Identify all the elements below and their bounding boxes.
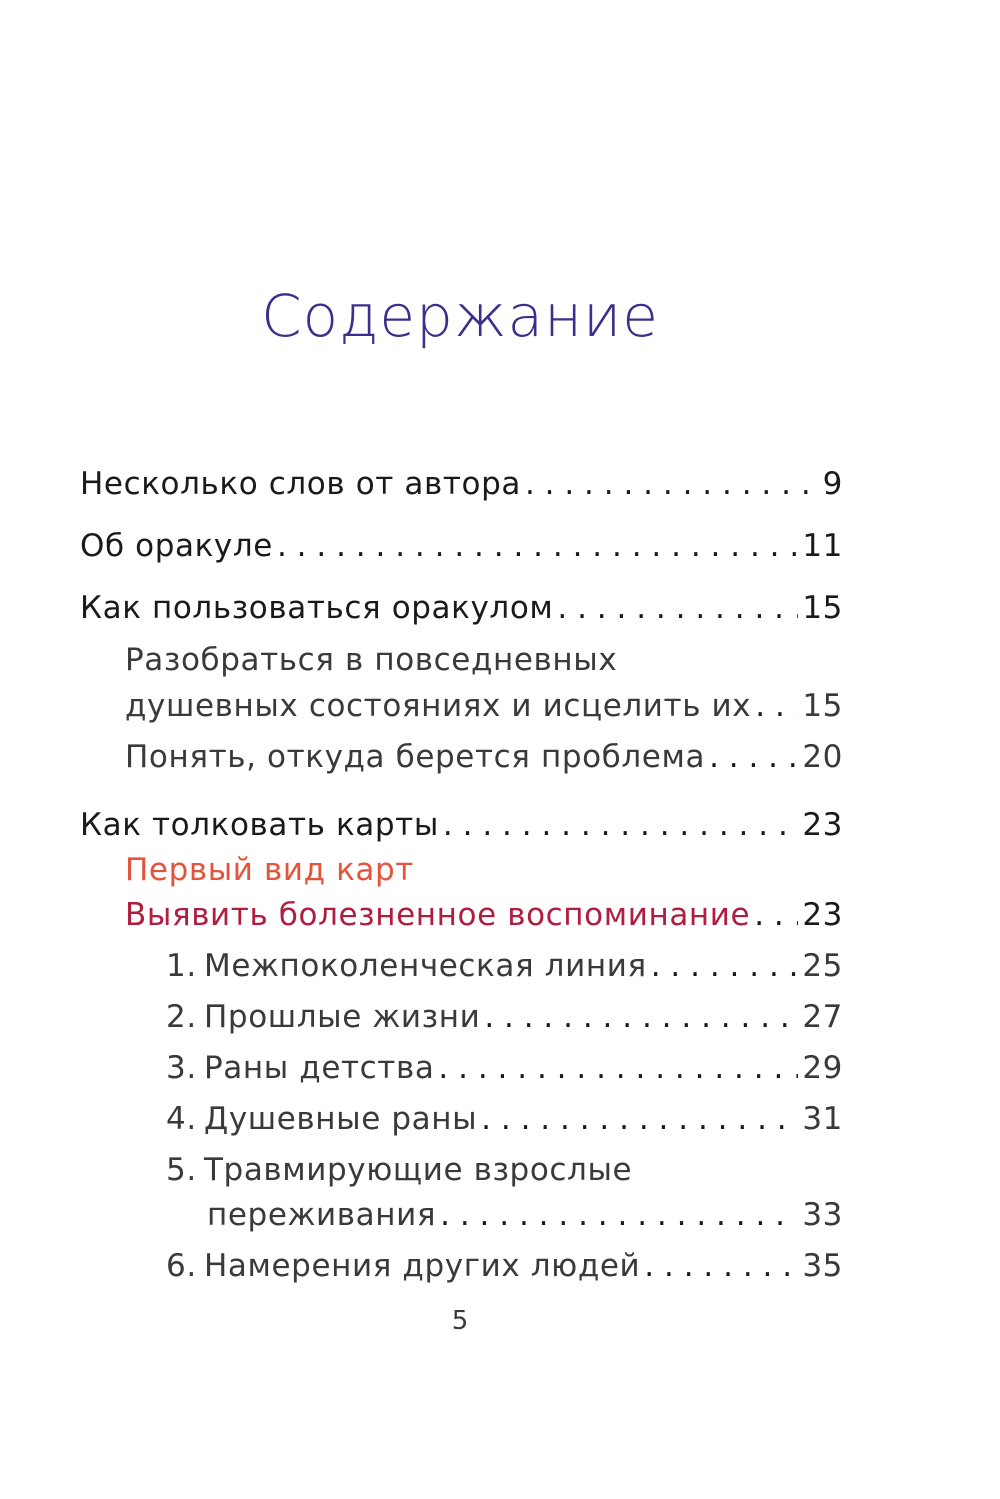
- toc-entry-label-group: [166, 1046, 434, 1090]
- toc-entry-how-to-use[interactable]: [80, 586, 843, 630]
- toc-entry-label: душевных состояниях и исцелить их: [125, 688, 752, 724]
- toc-entry-adult-trauma[interactable]: [207, 1193, 843, 1237]
- toc-entry-soul-wounds[interactable]: [166, 1097, 843, 1141]
- dot-leader: [277, 524, 798, 568]
- toc-entry-label: переживания: [207, 1197, 437, 1233]
- toc-entry-page: 15: [802, 590, 843, 626]
- toc-entry-about-oracle[interactable]: [80, 524, 843, 568]
- toc-entry-childhood-wounds[interactable]: [166, 1046, 843, 1090]
- dot-leader: [754, 893, 798, 937]
- toc-entry-label-group: [166, 1244, 640, 1288]
- toc-entry-page: 23: [802, 897, 843, 933]
- dot-leader: [651, 944, 799, 988]
- toc-entry-label-group: [166, 1097, 477, 1141]
- dot-leader: [440, 1193, 798, 1237]
- toc-entry-number: 6.: [166, 1248, 197, 1284]
- dot-leader: [557, 586, 798, 630]
- dot-leader: [481, 1097, 798, 1141]
- toc-entry-problem-origin[interactable]: [125, 735, 843, 779]
- toc-entry-number: 1.: [166, 948, 197, 984]
- toc-entry-page: 23: [802, 807, 843, 843]
- toc-entry-past-lives[interactable]: [166, 995, 843, 1039]
- toc-entry-label: Намерения других людей: [204, 1248, 641, 1284]
- toc-entry-number: 2.: [166, 999, 197, 1035]
- dot-leader: [525, 462, 819, 506]
- toc-entry-author-note[interactable]: [80, 462, 843, 506]
- page-title: Содержание: [261, 282, 659, 350]
- toc-entry-others-intentions[interactable]: [166, 1244, 843, 1288]
- section-heading: Первый вид карт: [125, 852, 414, 888]
- toc-entry-label: Как пользоваться оракулом: [80, 590, 554, 626]
- toc-entry-page: 31: [802, 1101, 843, 1137]
- dot-leader: [709, 735, 798, 779]
- toc-entry-generational-line[interactable]: [166, 944, 843, 988]
- toc-entry-page: 33: [802, 1197, 843, 1233]
- toc-entry-page: 35: [802, 1248, 843, 1284]
- toc-entry-label-group: [166, 944, 647, 988]
- toc-entry-label: Раны детства: [204, 1050, 435, 1086]
- dot-leader: [438, 1046, 798, 1090]
- toc-entry-page: 27: [802, 999, 843, 1035]
- toc-entry-label-group: [166, 995, 480, 1039]
- toc-entry-label: Душевные раны: [204, 1101, 478, 1137]
- toc-entry-label: Межпоколенческая линия: [204, 948, 647, 984]
- toc-entry-label-line1: [166, 1148, 632, 1192]
- dot-leader: [755, 684, 798, 728]
- toc-entry-everyday-states[interactable]: [125, 684, 843, 728]
- toc-entry-label: Как толковать карты: [80, 807, 439, 843]
- toc-entry-page: 20: [802, 739, 843, 775]
- toc-entry-label: Несколько слов от автора: [80, 466, 521, 502]
- toc-entry-interpret-cards[interactable]: [80, 803, 843, 847]
- toc-entry-page: 9: [822, 466, 843, 502]
- toc-entry-number: 5.: [166, 1152, 197, 1188]
- toc-entry-label: Прошлые жизни: [204, 999, 481, 1035]
- toc-entry-label: Травмирующие взрослые: [204, 1152, 633, 1188]
- toc-entry-label: Об оракуле: [80, 528, 273, 564]
- toc-entry-number: 3.: [166, 1050, 197, 1086]
- toc-entry-painful-memory[interactable]: [125, 893, 843, 937]
- toc-entry-label: Понять, откуда берется проблема: [125, 739, 706, 775]
- toc-entry-page: 29: [802, 1050, 843, 1086]
- dot-leader: [644, 1244, 798, 1288]
- dot-leader: [443, 803, 798, 847]
- toc-entry-page: 15: [802, 688, 843, 724]
- toc-entry-page: 25: [802, 948, 843, 984]
- toc-entry-page: 11: [802, 528, 843, 564]
- toc-entry-label-line1: Разобраться в повседневных: [125, 642, 618, 678]
- page-number: 5: [451, 1306, 469, 1336]
- toc-entry-label: Выявить болезненное воспоминание: [125, 897, 751, 933]
- toc-entry-number: 4.: [166, 1101, 197, 1137]
- dot-leader: [484, 995, 798, 1039]
